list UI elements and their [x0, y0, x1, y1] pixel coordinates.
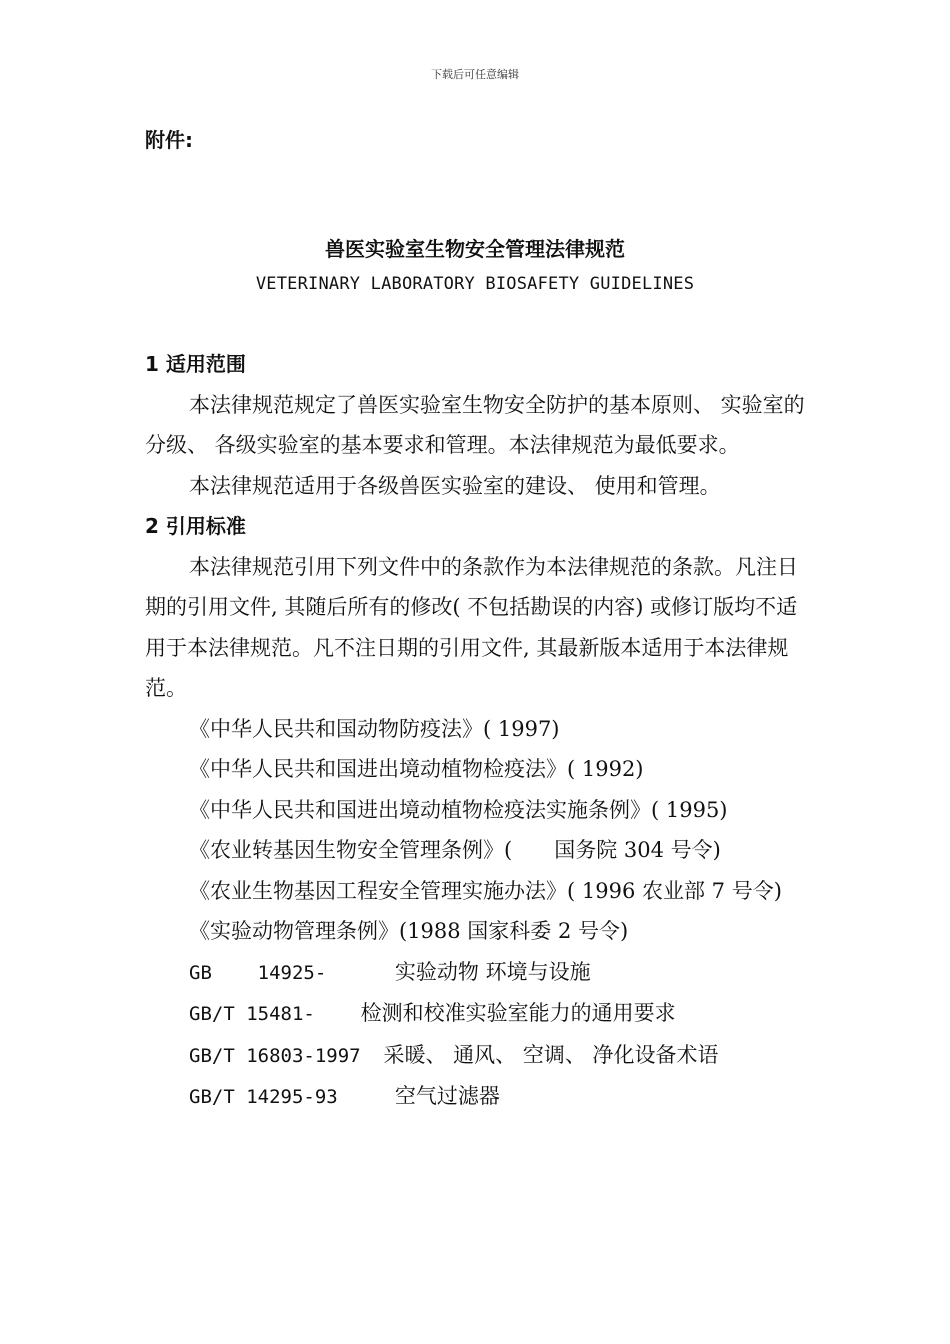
section-heading-scope: 1 适用范围	[145, 352, 246, 376]
reference-item: 《实验动物管理条例》(1988 国家科委 2 号令)	[189, 919, 629, 943]
standard-description: 采暖、 通风、 空调、 净化设备术语	[383, 1042, 719, 1067]
standard-code: GB 14925-	[189, 961, 395, 984]
document-body	[145, 344, 810, 1118]
standard-code: GB/T 14295-93	[189, 1086, 395, 1108]
standard-description: 检测和校准实验室能力的通用要求	[360, 1001, 676, 1025]
reference-item: 《农业转基因生物安全管理条例》( 国务院 304 号令)	[189, 838, 721, 862]
section-heading-references: 2 引用标准	[145, 514, 246, 538]
standard-description: 空气过滤器	[394, 1084, 500, 1108]
attachment-label: 附件:	[145, 128, 193, 152]
reference-item: 《农业生物基因工程安全管理实施办法》( 1996 农业部 7 号令)	[189, 878, 782, 903]
standard-code: GB/T 16803-1997	[189, 1044, 384, 1067]
standard-description: 实验动物 环境与设施	[394, 959, 591, 984]
header-note: 下载后可任意编辑	[431, 68, 519, 81]
standard-item	[145, 1035, 810, 1077]
scope-paragraph-2: 本法律规范适用于各级兽医实验室的建设、 使用和管理。	[189, 473, 721, 498]
reference-item: 《中华人民共和国进出境动植物检疫法》( 1992)	[189, 757, 644, 781]
reference-item: 《中华人民共和国动物防疫法》( 1997)	[189, 716, 560, 741]
standard-item	[145, 952, 810, 994]
standard-item	[145, 993, 810, 1035]
document-title-cn: 兽医实验室生物安全管理法律规范	[325, 237, 625, 261]
document-title-en: VETERINARY LABORATORY BIOSAFETY GUIDELINES	[255, 274, 695, 294]
scope-paragraph-1: 本法律规范规定了兽医实验室生物安全防护的基本原则、 实验室的分级、 各级实验室的基本要求和管理。本法律规范为最低要求。	[145, 392, 805, 457]
references-paragraph: 本法律规范引用下列文件中的条款作为本法律规范的条款。凡注日期的引用文件, 其随后所有的修改( 不包括勘误的内容) 或修订版均不适用于本法律规范。凡不注日期的引用文件, 其最新版本适用于本法律规范。	[145, 554, 798, 700]
reference-item: 《中华人民共和国进出境动植物检疫法实施条例》( 1995)	[189, 797, 728, 822]
standard-item	[145, 1076, 810, 1118]
standard-code: GB/T 15481-	[189, 1003, 361, 1025]
